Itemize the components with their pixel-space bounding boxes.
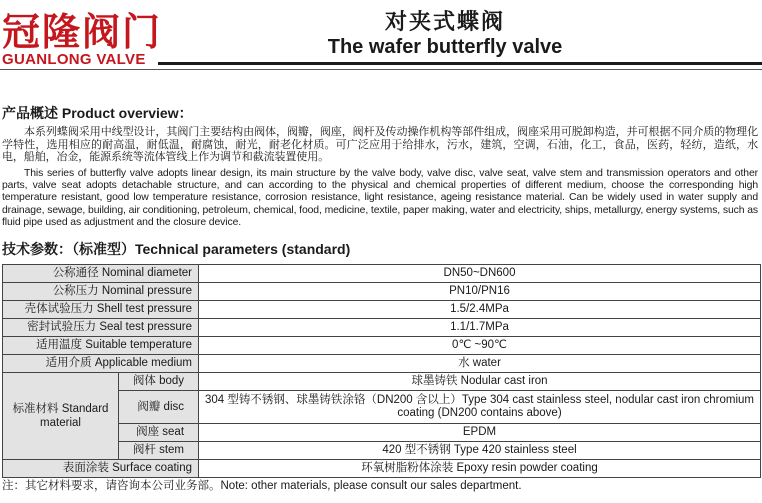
row-value: 环氧树脂粉体涂装 Epoxy resin powder coating [199,460,761,478]
row-value: DN50~DN600 [199,265,761,283]
table-row [3,283,761,301]
material-group-label: 标准材料 Standard material [3,373,119,460]
table-row [3,337,761,355]
overview-text-en: This series of butterfly valve adopts linear design, its main structure by the valve body, valve disc, valve seat, valve stem and transmission operators and other parts, valve seat adopts detachable structure, and can according to the physical and chemical properties of different medium, choose the corresponding high temperature resistant, good low temperature resistance, corrosion resistance, light resistance, ageing resistance material. Can be widely used in water supply and drainage, sewage, building, air conditioning, petroleum, chemical, food, medicine, textile, paper making, water and electricity, ships, metallurgy, energy systems, such as fluid pipe used as adjustment and the closure device. [2,168,758,228]
row-value: PN10/PN16 [199,283,761,301]
row-value: 球墨铸铁 Nodular cast iron [199,373,761,391]
header-divider-thin [0,69,762,70]
params-heading: 技术参数：（标准型）Technical parameters (standard) [2,241,351,257]
row-label: 适用温度 Suitable temperature [3,337,199,355]
table-row [3,460,761,478]
header-divider [158,62,762,65]
footnote: 注：其它材料要求，请咨询本公司业务部。Note: other materials, please consult our sales department. [2,480,522,492]
row-label: 阀杆 stem [119,442,199,460]
row-label: 壳体试验压力 Shell test pressure [3,301,199,319]
overview-heading: 产品概述 Product overview： [2,105,193,121]
table-row [3,265,761,283]
page-title-en: The wafer butterfly valve [327,36,563,58]
brand-logo-cn: 冠隆阀门 [2,10,163,54]
row-value: 420 型不锈钢 Type 420 stainless steel [199,442,761,460]
spec-table [2,264,761,478]
row-label: 阀瓣 disc [119,391,199,424]
row-value: 水 water [199,355,761,373]
row-label: 密封试验压力 Seal test pressure [3,319,199,337]
row-value: 304 型铸不锈钢、球墨铸铁涂铬（DN200 含以上）Type 304 cast stainless steel, nodular cast iron chromium coating (DN200 contains above) [199,391,761,424]
row-value: EPDM [199,424,761,442]
page-title-cn: 对夹式蝶阀 [384,9,505,34]
table-row [3,373,761,391]
row-label: 适用介质 Applicable medium [3,355,199,373]
table-row [3,301,761,319]
row-label: 表面涂装 Surface coating [3,460,199,478]
row-label: 阀体 body [119,373,199,391]
table-row [3,355,761,373]
row-label: 阀座 seat [119,424,199,442]
overview-text-cn: 本系列蝶阀采用中线型设计，其阀门主要结构由阀体，阀瓣，阀座，阀杆及传动操作机构等部件组成，阀座采用可脱卸构造，并可根据不同介质的物理化学特性，选用相应的耐高温，耐低温，耐腐蚀，耐光，耐老化材质。可广泛应用于给排水，污水，建筑，空调，石油，化工，食品，医药，轻纺，造纸，水电，船舶，冶金，能源系统等流体管线上作为调节和截流装置使用。 [2,126,758,163]
row-value: 1.1/1.7MPa [199,319,761,337]
row-value: 0℃ ~90℃ [199,337,761,355]
row-value: 1.5/2.4MPa [199,301,761,319]
row-label: 公称压力 Nominal pressure [3,283,199,301]
brand-logo-en: GUANLONG VALVE [2,51,146,68]
row-label: 公称通径 Nominal diameter [3,265,199,283]
table-row [3,319,761,337]
